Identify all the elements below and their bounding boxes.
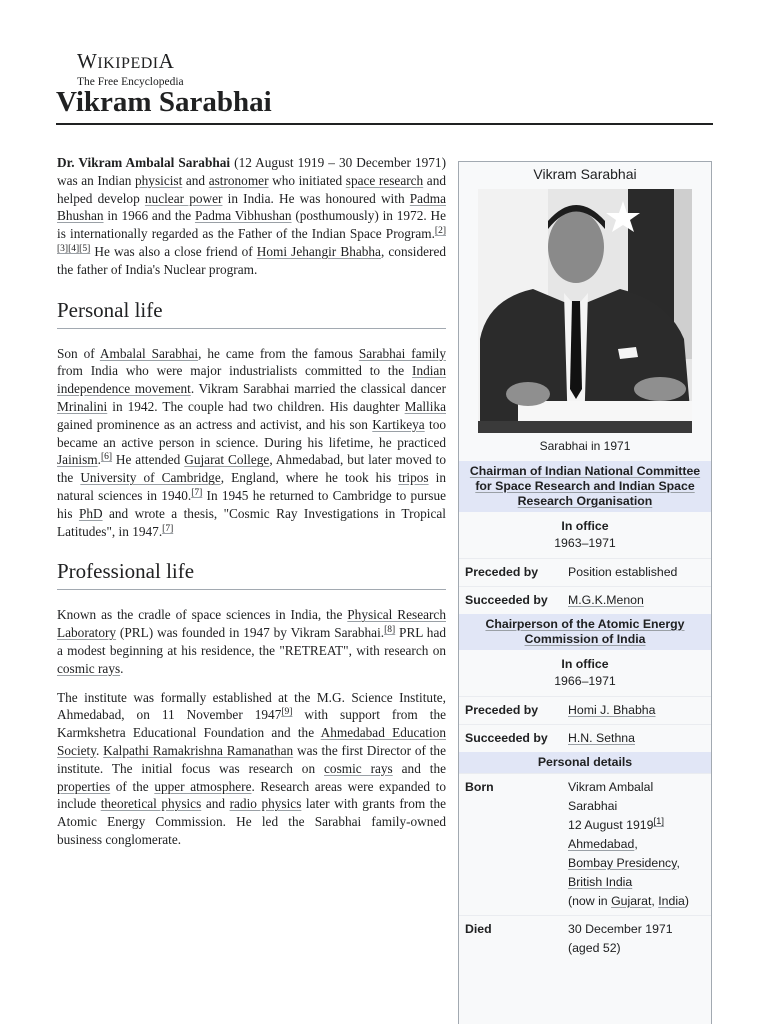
link-university-of-cambridge[interactable]: University of Cambridge — [80, 470, 221, 486]
ref-8[interactable]: [8] — [384, 625, 396, 636]
preceded-by-row: Preceded by Position established — [459, 558, 711, 586]
logo-tagline: The Free Encyclopedia — [77, 76, 184, 88]
section-heading-personal-life: Personal life — [57, 297, 446, 329]
link-ambalal-sarabhai[interactable]: Ambalal Sarabhai — [99, 345, 199, 361]
link-bombay-presidency[interactable]: Bombay Presidency — [568, 856, 677, 870]
in-office-label: In office — [561, 657, 609, 671]
in-office-years: 1966–1971 — [554, 674, 616, 688]
link-radio-physics[interactable]: radio physics — [229, 796, 302, 812]
link-british-india[interactable]: British India — [568, 875, 633, 889]
ref-7[interactable]: [7] — [162, 523, 174, 534]
succeeded-by-row: Succeeded by H.N. Sethna — [459, 724, 711, 752]
infobox-title: Vikram Sarabhai — [533, 166, 637, 182]
link-hn-sethna[interactable]: H.N. Sethna — [568, 731, 635, 745]
logo-wordmark: WIKIPEDIA — [77, 49, 175, 73]
section-heading-professional-life: Professional life — [57, 558, 446, 590]
office-header-aec[interactable] — [459, 614, 711, 650]
link-ahmedabad[interactable]: Ahmedabad — [568, 837, 635, 851]
born-row: Born Vikram Ambalal Sarabhai 12 August 1919[1] Ahmedabad, Bombay Presidency, British India (now in Gujarat, India) — [459, 773, 711, 915]
link-space-research[interactable]: space research — [345, 172, 424, 188]
personal-details-header: Personal details — [459, 752, 711, 773]
link-tripos[interactable]: tripos — [398, 470, 429, 486]
ref-5[interactable]: [5] — [79, 243, 91, 254]
link-theoretical-physics[interactable]: theoretical physics — [100, 796, 202, 812]
link-office-aec-chairperson[interactable]: Chairperson of the Atomic Energy Commission of India — [485, 617, 685, 646]
personal-life-paragraph: Son of Ambalal Sarabhai, he came from the famous Sarabhai family from India who were major industrialists committed to the Indian independence movement. Vikram Sarabhai married the classical dancer Mrinalini in 1942. The couple had two children. His daughter Mallika gained prominence as an actress and activist, and his son Kartikeya too became an active person in science. During his lifetime, he practiced Jainism.[6] He attended Gujarat College, Ahmedabad, but later moved to the University of Cambridge, England, where he took his tripos in natural sciences in 1940.[7] In 1945 he returned to Cambridge to pursue his PhD and wrote a thesis, "Cosmic Ray Investigations in Tropical Latitudes", in 1947.[7] — [57, 345, 446, 539]
link-india[interactable]: India — [658, 894, 685, 908]
ref-3[interactable]: [3] — [57, 243, 69, 254]
link-cosmic-rays[interactable]: cosmic rays — [57, 660, 121, 676]
professional-life-paragraph-2: The institute was formally established at the M.G. Science Institute, Ahmedabad, on 11 November 1947[9] with support from the Karmkshetra Educational Foundation and the Ahmedabad Education Society. Kalpathi Ramakrishna Ramanathan was the first Director of the institute. The initial focus was research on cosmic rays and the properties of the upper atmosphere. Research areas were expanded to include theoretical physics and radio physics later with grants from the Atomic Energy Commission. He led the Sarabhai family-owned business conglomerate. — [57, 689, 447, 847]
link-physicist[interactable]: physicist — [135, 172, 183, 188]
link-kr-ramanathan[interactable]: Kalpathi Ramakrishna Ramanathan — [103, 742, 294, 758]
link-astronomer[interactable]: astronomer — [208, 172, 269, 188]
ref-7[interactable]: [7] — [191, 487, 203, 498]
in-office-years: 1963–1971 — [554, 536, 616, 550]
ref-9[interactable]: [9] — [281, 707, 293, 718]
link-mallika[interactable]: Mallika — [404, 398, 446, 414]
photo-caption: Sarabhai in 1971 — [539, 439, 631, 453]
link-homi-bhabha[interactable]: Homi Jehangir Bhabha — [256, 243, 381, 259]
link-properties[interactable]: properties — [57, 778, 111, 794]
ref-1[interactable]: [1] — [653, 816, 665, 827]
link-cosmic-rays[interactable]: cosmic rays — [324, 760, 393, 776]
article-body — [57, 154, 446, 860]
link-independence-movement[interactable]: Indian independence movement — [57, 363, 446, 397]
link-mgk-menon[interactable]: M.G.K.Menon — [568, 593, 644, 607]
link-mrinalini[interactable]: Mrinalini — [57, 398, 108, 414]
link-padma-vibhushan[interactable]: Padma Vibhushan — [194, 208, 292, 224]
died-row: Died 30 December 1971 (aged 52) — [459, 915, 711, 962]
professional-life-paragraph-1: Known as the cradle of space sciences in India, the Physical Research Laboratory (PRL) was founded in 1947 by Vikram Sarabhai.[8] PRL had a modest beginning at his residence, the "RETREAT", with research on cosmic rays. — [57, 607, 446, 676]
link-sarabhai-family[interactable]: Sarabhai family — [358, 345, 446, 361]
link-nuclear-power[interactable]: nuclear power — [144, 190, 223, 206]
link-padma-bhushan[interactable]: Padma Bhushan — [57, 190, 446, 224]
ref-4[interactable]: [4] — [68, 243, 80, 254]
link-jainism[interactable]: Jainism — [57, 452, 98, 468]
link-homi-j-bhabha[interactable]: Homi J. Bhabha — [568, 703, 656, 717]
link-office-isro-chairman[interactable]: Chairman of Indian National Committee for Space Research and Indian Space Research Organisation — [469, 464, 701, 508]
title-divider — [56, 123, 713, 125]
link-ahmedabad-education-society[interactable]: Ahmedabad Education Society — [57, 725, 446, 758]
link-upper-atmosphere[interactable]: upper atmosphere — [154, 778, 252, 794]
ref-6[interactable]: [6] — [100, 452, 113, 463]
link-gujarat-college[interactable]: Gujarat College — [184, 452, 270, 468]
page-title: Vikram Sarabhai — [56, 86, 272, 118]
link-physical-research-laboratory[interactable]: Physical Research Laboratory — [57, 607, 446, 641]
link-gujarat[interactable]: Gujarat — [611, 894, 652, 908]
link-phd[interactable]: PhD — [78, 505, 103, 521]
ref-2[interactable]: [2] — [434, 226, 446, 237]
intro-paragraph: Dr. Vikram Ambalal Sarabhai (12 August 1919 – 30 December 1971) was an Indian physicist and astronomer who initiated space research and helped develop nuclear power in India. He was honoured with Padma Bhushan in 1966 and the Padma Vibhushan (posthumously) in 1972. He is internationally regarded as the Father of the Indian Space Program.[2][3][4][5] He was also a close friend of Homi Jehangir Bhabha, considered the father of India's Nuclear program. — [57, 155, 447, 277]
succeeded-by-row: Succeeded by M.G.K.Menon — [459, 586, 711, 614]
office-header-isro[interactable] — [459, 461, 711, 512]
in-office-label: In office — [561, 519, 609, 533]
portrait-photo[interactable] — [478, 189, 692, 433]
link-kartikeya[interactable]: Kartikeya — [372, 416, 425, 432]
infobox — [458, 161, 712, 1024]
preceded-by-row: Preceded by Homi J. Bhabha — [459, 696, 711, 724]
